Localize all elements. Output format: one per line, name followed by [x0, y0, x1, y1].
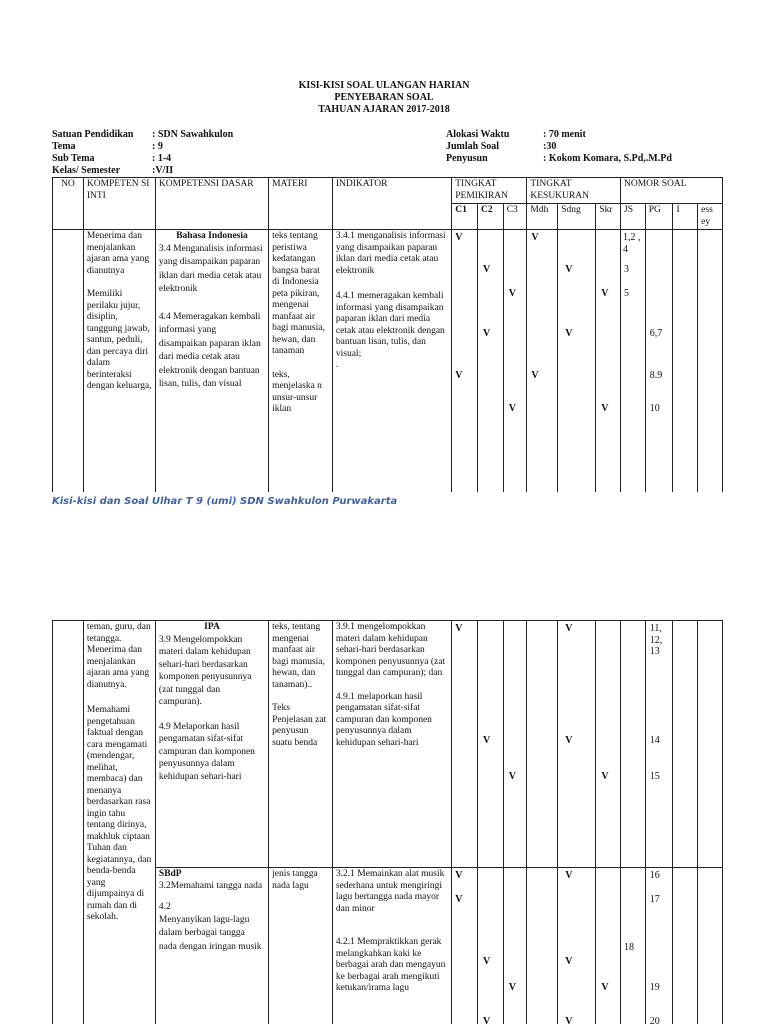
- js-number: 18: [624, 942, 635, 953]
- pg-number: 8.9: [649, 370, 663, 381]
- th-no: NO: [53, 178, 84, 230]
- cell-c3: [503, 230, 527, 493]
- cell-no: [53, 230, 84, 493]
- th-c3: C3: [503, 204, 527, 230]
- cell-essey: [698, 230, 723, 493]
- meta-value-kelas: :V/II: [152, 165, 174, 176]
- check-mark: V: [455, 232, 463, 243]
- th-nomor-soal: NOMOR SOAL: [621, 178, 723, 204]
- cell-i: [673, 868, 698, 1024]
- check-mark: V: [508, 403, 516, 414]
- materi-a: teks tentang peristiwa kedatangan bangsa barat di Indonesia peta pikiran, mengenai manfaat air bagi manusia, hewan, dan tanaman: [272, 231, 325, 356]
- materi-b: Teks Penjelasan zat penyusun suatu benda: [272, 703, 327, 748]
- th-materi: MATERI: [269, 178, 333, 230]
- check-mark: V: [483, 735, 491, 746]
- th-i: I: [673, 204, 698, 230]
- check-mark: V: [455, 870, 463, 881]
- th-sdng: Sdng: [558, 204, 596, 230]
- meta-label-alokasi: Alokasi Waktu: [446, 129, 510, 140]
- indikator-3-2-1: 3.2.1 Memainkan alat musik sederhana untuk mengiringi lagu bertangga nada mayor dan minor: [335, 869, 445, 914]
- pg-number: 6,7: [649, 328, 663, 339]
- th-c2: C2: [477, 204, 503, 230]
- indikator-3-4-1: [336, 231, 448, 277]
- meta-value-tema: : 9: [152, 141, 163, 152]
- check-mark: V: [565, 870, 573, 881]
- cell-no: [53, 621, 84, 1024]
- table-row: [53, 621, 723, 868]
- doc-title-line2: PENYEBARAN SOAL: [334, 92, 434, 103]
- cell-mdh: [527, 230, 558, 493]
- indikator-3-9-1: 3.9.1 mengelompokkan materi dalam kehidupan sehari-hari berdasarkan komponen penyusunnya (zat tunggal dan campuran); dan: [335, 622, 446, 678]
- indikator-4-4-1: [336, 291, 448, 360]
- cell-c1: [452, 868, 478, 1024]
- cell-indikator: [332, 621, 451, 868]
- check-mark: V: [601, 982, 609, 993]
- meta-value-alokasi: : 70 menit: [543, 129, 586, 140]
- cell-mdh: [527, 621, 558, 868]
- meta-label-satuan: Satuan Pendidikan: [52, 129, 134, 140]
- subject-bahasa-indonesia: Bahasa Indonesia: [176, 231, 248, 241]
- cell-c2: [478, 621, 504, 868]
- js-number: 1,2 , 4: [623, 232, 641, 255]
- cell-indikator: [332, 868, 451, 1024]
- document-page-2: [0, 600, 768, 1024]
- cell-pg: [645, 230, 673, 493]
- pg-number: 15: [649, 771, 660, 782]
- cell-materi: [269, 621, 333, 868]
- ki-text-a: teman, guru, dan tetangga. Menerima dan menjalankan ajaran ama yang dianutnya.: [86, 622, 151, 690]
- th-indikator: INDIKATOR: [332, 178, 451, 230]
- th-tingkat-pemikiran: TINGKAT PEMIKIRAN: [452, 178, 527, 204]
- indikator-3-4-1-number: 3.4.1: [335, 231, 355, 241]
- cell-c3: [503, 621, 527, 868]
- check-mark: V: [565, 735, 573, 746]
- check-mark: V: [601, 771, 609, 782]
- document-page-1: [0, 0, 768, 492]
- cell-c2: [478, 868, 504, 1024]
- check-mark: V: [508, 982, 516, 993]
- check-mark: V: [565, 1016, 573, 1024]
- cell-skr: [596, 868, 621, 1024]
- meta-label-subtema: Sub Tema: [52, 153, 95, 164]
- cell-sdng: [558, 621, 596, 868]
- cell-kompetensi-dasar: [155, 230, 268, 493]
- kd-4-2: Menyanyikan lagu-lagu dalam berbagai tangga nada dengan iringan musik: [158, 914, 262, 952]
- cell-skr: [596, 230, 621, 493]
- subject-sbdp: SBdP: [158, 869, 182, 879]
- indikator-4-4-1-text: memeragakan kembali informasi yang disampaikan paparan iklan dari media cetak atau elektronik dengan bantuan lisan, tulis, dan visual;: [335, 291, 445, 359]
- kd-4-4: 4.4 Memeragakan kembali informasi yang disampaikan paparan iklan dari media cetak atau elektronik dengan bantuan lisan, tulis, dan visual: [158, 311, 261, 389]
- meta-value-subtema: : 1-4: [152, 153, 172, 164]
- cell-i: [673, 621, 698, 868]
- th-essey: ess ey: [698, 204, 723, 230]
- document-caption-strip: [0, 492, 768, 600]
- cell-sdng: [558, 230, 596, 493]
- indikator-dot: .: [335, 360, 339, 370]
- cell-kompetensi-inti: [83, 230, 155, 493]
- check-mark: V: [455, 623, 463, 634]
- th-c1: C1: [452, 204, 478, 230]
- th-pg: PG: [645, 204, 673, 230]
- meta-label-jumlah: Jumlah Soal: [446, 141, 500, 152]
- kisi-kisi-table-page1: [52, 177, 723, 492]
- indikator-4-2-1: 4.2.1 Mempraktikkan gerak melangkahkan kaki ke berbagai arah dan mengayun ke berbagai arah mengikuti ketukan/irama lagu: [335, 937, 446, 993]
- pg-number: 17: [649, 894, 660, 905]
- meta-value-jumlah: :30: [543, 141, 557, 152]
- check-mark: V: [565, 264, 573, 275]
- cell-kompetensi-dasar: [155, 621, 268, 868]
- cell-pg: [645, 621, 673, 868]
- materi-sbdp: jenis tangga nada lagu: [272, 869, 318, 891]
- check-mark: V: [455, 894, 463, 905]
- cell-indikator: [332, 230, 451, 493]
- check-mark: V: [508, 771, 516, 782]
- js-number: 5: [624, 288, 629, 299]
- cell-materi: [269, 868, 333, 1024]
- meta-label-penyusun: Penyusun: [446, 153, 488, 164]
- th-kompetensi-dasar: KOMPETENSI DASAR: [155, 178, 268, 230]
- kd-4-2-number: 4.2: [158, 902, 171, 912]
- cell-materi: [269, 230, 333, 493]
- th-mdh: Mdh: [527, 204, 558, 230]
- cell-js: [621, 868, 646, 1024]
- check-mark: V: [508, 288, 516, 299]
- cell-kompetensi-dasar: [155, 868, 268, 1024]
- th-skr: Skr: [596, 204, 621, 230]
- js-number: 3: [624, 264, 629, 275]
- cell-js: [621, 621, 646, 868]
- pg-number: 16: [649, 870, 660, 881]
- kd-3-2: 3.2Memahami tangga nada: [158, 880, 263, 891]
- meta-value-satuan: : SDN Sawahkulon: [152, 129, 234, 140]
- check-mark: V: [565, 623, 573, 634]
- kd-4-9: 4.9 Melaporkan hasil pengamatan sifat-sifat campuran dan komponen penyusunnya dalam kehidupan sehari-hari: [158, 721, 255, 782]
- doc-title-line3: TAHUAN AJARAN 2017-2018: [318, 104, 450, 115]
- check-mark: V: [601, 288, 609, 299]
- cell-i: [673, 230, 698, 493]
- check-mark: V: [455, 370, 463, 381]
- cell-c3: [503, 868, 527, 1024]
- check-mark: V: [565, 328, 573, 339]
- check-mark: V: [483, 1016, 491, 1024]
- document-caption: Kisi-kisi dan Soal Ulhar T 9 (umi) SDN Swahkulon Purwakarta: [52, 496, 398, 507]
- indikator-4-4-1-number: 4.4.1: [335, 291, 355, 301]
- cell-c1: [452, 621, 478, 868]
- ki-text-b: Memahami pengetahuan faktual dengan cara mengamati (mendengar, melihat, membaca) dan menanya berdasarkan rasa ingin tahu tentang dirinya, makhluk ciptaan Tuhan dan kegiatannya, dan benda-benda yang dijumpainya di rumah dan di sekolah.: [86, 705, 152, 922]
- kd-3-4: 3.4 Menganalisis informasi yang disampaikan paparan iklan dari media cetak atau elektronik: [158, 243, 263, 294]
- th-tingkat-kesukuran: TINGKAT KESUKURAN: [527, 178, 621, 204]
- pg-number: 14: [649, 735, 660, 746]
- pg-number: 11, 12, 13: [649, 623, 663, 657]
- subject-ipa: IPA: [204, 622, 220, 632]
- meta-value-penyusun: : Kokom Komara, S.Pd,.M.Pd: [543, 153, 672, 164]
- cell-c2: [477, 230, 503, 493]
- th-kompetensi-inti: KOMPETEN SI INTI: [83, 178, 155, 230]
- th-js: JS: [621, 204, 646, 230]
- table-row: [53, 230, 723, 493]
- check-mark: V: [482, 264, 491, 275]
- check-mark: V: [601, 403, 609, 414]
- kisi-kisi-table-page2: [52, 620, 723, 1024]
- check-mark: V: [531, 232, 539, 243]
- cell-c1: [452, 230, 478, 493]
- indikator-3-4-1-text: menganalisis informasi yang disampaikan paparan iklan dari media cetak atau elektronik: [335, 231, 446, 276]
- ki-text-a: Menerima dan menjalankan ajaran ama yang dianutnya: [86, 231, 150, 276]
- meta-label-tema: Tema: [52, 141, 76, 152]
- check-mark: V: [483, 956, 491, 967]
- ki-text-b: Memiliki perilaku jujur, disiplin, tanggung jawab, santun, peduli, dan percaya diri dalam berinteraksi dengan keluarga,: [86, 289, 152, 391]
- indikator-4-9-1: 4.9.1 melaporkan hasil pengamatan sifat-sifat campuran dan komponen penyusunnya dalam kehidupan sehari-hari: [335, 691, 432, 748]
- doc-title-line1: KISI-KISI SOAL ULANGAN HARIAN: [298, 80, 470, 91]
- cell-essey: [698, 868, 723, 1024]
- check-mark: V: [531, 370, 539, 381]
- check-mark: V: [565, 956, 573, 967]
- kd-3-9: 3.9 Mengelompokkan materi dalam kehidupan sehari-hari berdasarkan komponen penyusunnya (zat tunggal dan campuran).: [158, 634, 252, 707]
- cell-js: [621, 230, 646, 493]
- cell-mdh: [527, 868, 558, 1024]
- meta-label-kelas: Kelas/ Semester: [52, 165, 121, 176]
- check-mark: V: [482, 328, 491, 339]
- cell-pg: [645, 868, 673, 1024]
- cell-essey: [698, 621, 723, 868]
- pg-number: 19: [649, 982, 660, 993]
- materi-b: teks, menjelaska n unsur-unsur iklan: [272, 369, 322, 414]
- cell-sdng: [558, 868, 596, 1024]
- cell-skr: [596, 621, 621, 868]
- cell-kompetensi-inti: [83, 621, 155, 1024]
- pg-number: 10: [649, 403, 660, 414]
- materi-a: teks, tentang mengenai manfaat air bagi manusia, hewan, dan tanaman)..: [272, 622, 325, 690]
- pg-number: 20: [649, 1016, 660, 1024]
